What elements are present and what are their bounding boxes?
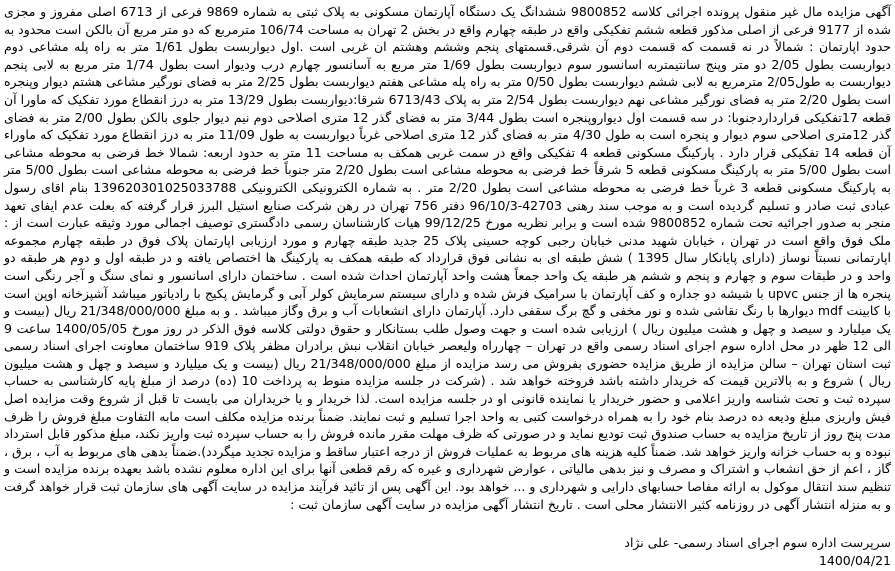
auction-notice (4, 3, 891, 513)
publish-date: 1400/04/21 (818, 553, 891, 568)
notice-body: آگهی مزایده مال غیر منقول پرونده اجرائی کلاسه 9800852 ششدانگ یک دستگاه آپارتمان مسکونی به پلاک ثبتی به شماره 9869 فرعی از 6713 اصلی مفروز و مجزی شده از 9177 فرعی از اصلی مذکور قطعه ششم تفکیکی واقع در طبقه چهارم واقع در بخش 2 تهران به مساحت 106/74 مترمربع که دو متر مربع آن بالکن است محدود به حدود اپارتمان : شمالاً در نه قسمت که قسمت دوم آن شرقی.قسمتهای پنجم وششم وهشتم ان غربی است .اول دیواربست بطول 1/61 متر به راه پله مشاعی دوم دیواربست بطول 2/05 دو متر وپنج سانتیمتربه اسانسور سوم دیواربست بطول 1/69 متر مربع به آسانسور چهارم درب ودیوار است بطول 1/74 متر مربع به لابی پنجم دیواربست به طول2/05 مترمربع به لابی ششم دیواربست بطول 0/50 متر به راه پله مشاعی هفتم دیواربست بطول 2/25 متر به فضای نورگیر مشاعی هشتم دیوار وپنجره است بطول 2/20 متر به فضای نورگیر مشاعی نهم دیواربست بطول 2/54 متر به پلاک 6713/43 شرقا:دیواربست بطول 13/29 متر به درز انقطاع مورد تفکیک که ماورا آن قطعه 17تفکیکی قرارداردجنوبا: در سه قسمت اول دیواروپنجره است بطول 3/44 متر به فضای گذر 12 متری اصلاحی دوم نیم دیوار جلوی بالکن بطول 2/00 متر به فضای گذر 12متری اصلاحی سوم دیوار و پنجره است به طول 4/30 متر به فضای گذر 12 متری اصلاحی غرباً دیواربست به طول 11/09 متر به درز انقطاع مورد تفکیک که ماوراء آن قطعه 14 تفکیکی قرار دارد . پارکینگ مسکونی قطعه 4 تفکیکی واقع در سمت غربی همکف به مساحت 11 متر به حدود اربعه: شمالا خط فرضی به محوطه مشاعی است بطول 5/00 متر به پارکینگ مسکونی قطعه 5 شرقاً خط فرضی به محوطه مشاعی است بطول 2/20 متر جنوباً خط فرضی به محوطه مشاعی است بطول 5/00 متر به پارکینگ مسکونی قطعه 3 غرباً خط فرضی به محوطه مشاعی است بطول 2/20 متر . به شماره الکترونیکی الکترونیکی 139620301025033788 بنام اقای رسول عبادی ثبت صادر و تسلیم گردیده است و به موجب سند رهنی 42703-96/10/3 دفتر 756 تهران در رهن شرکت صنایع استیل البرز قرار گرفته که بعلت عدم ایفای تعهد منجر به صدور اجرائیه تحت شماره 9800852 شده است و برابر نظریه مورخ 99/12/25 هیات کارشناسان رسمی دادگستری توصیف اجمالی مورد وثیقه عبارت است از : ملک فوق واقع است در تهران ، خیابان شهید مدنی خیابان رجبی کوچه حسینی پلاک 25 جدید طبقه چهارم و مورد ارزیابی اپارتمان پلاک فوق در طبقه چهارم مجموعه اپارتمانی نسبتاً نوساز (دارای پایانکار سال 1395 ) شش طبقه ای به نشانی فوق قرارداد که طبقه همکف به پارکینگ ها اختصاص یافته و در طبقه اول و دوم هر طبقه دو واحد و در طبقات سوم و چهارم و پنجم و ششم هر طبقه یک واحد جمعاً هشت واحد آپارتمان احداث شده است . ساختمان دارای اسانسور و نمای سنگ و آجر رنگی است پنجره ها از جنس upvc با شیشه دو جداره و کف آپارتمان با سرامیک فرش شده و دارای سیستم سرمایش کولر آبی و گرمایش پکیج با رادیاتور میباشد آشپزخانه اوپن است با کابینت mdf دیوارها با رنگ نقاشی شده و نور مخفی و گچ برگ سقفی دارد. آپارتمان دارای انشعابات آب و برق وگاز میباشد . و به مبلغ 21/348/000/000 ریال (بیست و یک میلیارد و سیصد و چهل و هشت میلیون ریال ) ارزیابی شده است و جهت وصول طلب بستانکار و حقوق دولتی کلاسه فوق الذکر در روز مورخ 1400/05/05 ساعت 9 الی 12 ظهر در محل اداره سوم اجرای اسناد رسمی واقع در تهران – چهارراه ولیعصر خیابان انقلاب نبش برادران مظفر پلاک 919 ساختمان معاونت اجرای اسناد رسمی ثبت استان تهران – سالن مزایده از طریق مزایده حضوری بفروش می رسد مزایده از مبلغ 21/348/000/000 ریال (بیست و یک میلیارد و سیصد و چهل و هشت میلیون ریال ) شروع و به بالاترین قیمت که خریدار داشته باشد فروخته خواهد شد . (شرکت در جلسه مزایده منوط به پرداخت 10 (ده) درصد از مبلغ پایه کارشناسی به حساب سپرده ثبت و تحت شناسه واریز اعلامی و حضور خریدار یا نماینده قانونی او در جلسه مزایده است. لذا خریدار و یا خریداران می بایست تا قبل از شروع وقت مزایده اصل فیش واریزی مبلغ ودیعه ده درصد بنام خود را به همراه درخواست کتبی به واحد اجرا تسلیم و ثبت نمایند. ضمناً برنده مزایده مکلف است مابه التفاوت مبلغ فروش را ظرف مدت پنج روز از تاریخ مزایده به حساب صندوق ثبت تودیع نماید و در صورتی که ظرف مهلت مقرر مانده فروش را به حساب سپرده ثبت واریز نکند، مبلغ مذکور قابل استرداد نبوده و به حساب خزانه واریز خواهد شد. ضمناً کلیه هزینه های مربوط به عملیات فروش از درجه اعتبار ساقط و مزایده تجدید میگردد).ضمناً بدهی های مربوط به آب ، برق ، گاز ، اعم از حق انشعاب و اشتراک و مصرف و نیز بدهی مالیاتی ، عوارض شهرداری و غیره که رقم قطعی آنها برای این اداره معلوم نشده باشد بعهده برنده مزایده است و تنظیم سند انتقال موکول به ارائه مفاصا حسابهای دارایی و شهرداری و ... خواهد بود. این آگهی پس از تائید فرآیند مزایده در سایت آگهی های سازمان ثبت قرار خواهد گرفت و به منزله انتشار آگهی در روزنامه کثیر الانتشار محلی است . تاریخ انتشار آگهی مزایده در سایت آگهی سازمان ثبت : (4, 4, 892, 512)
notice-signature: سرپرست اداره سوم اجرای اسناد رسمی- علی نژاد (624, 535, 891, 550)
